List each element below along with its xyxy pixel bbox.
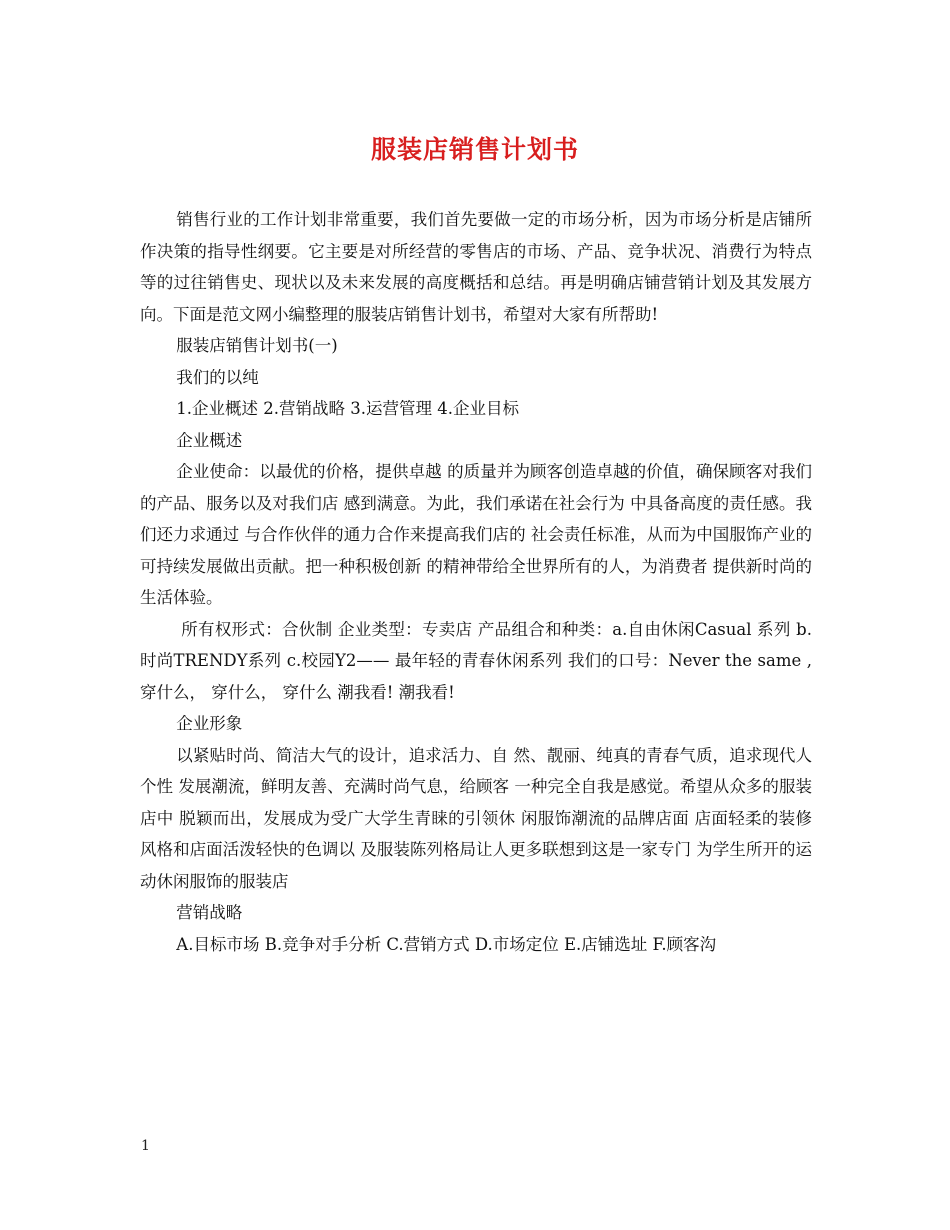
page-number: 1 xyxy=(141,1138,150,1154)
outline-list: 1.企业概述 2.营销战略 3.运营管理 4.企业目标 xyxy=(176,399,520,418)
subheading-our-brand: 我们的以纯 xyxy=(176,367,259,387)
intro-paragraph: 销售行业的工作计划非常重要，我们首先要做一定的市场分析，因为市场分析是店铺所作决策的指导性纲要。它主要是对所经营的零售店的市场、产品、竞争状况、消费行为特点等的过往销售史、现状以及未来发展的高度概括和总结。再是明确店铺营销计划及其发展方向。下面是范文网小编整理的服装店销售计划书，希望对大家有所帮助! xyxy=(140,210,812,324)
mission-paragraph: 企业使命：以最优的价格，提供卓越 的质量并为顾客创造卓越的价值，确保顾客对我们的产品、服务以及对我们店 感到满意。为此，我们承诺在社会行为 中具备高度的责任感。我们还力求通过 与合作伙伴的通力合作来提高我们店的 社会责任标准，从而为中国服饰产业的 可持续发展做出贡献。把一种积极创新 的精神带给全世界所有的人，为消费者 提供新时尚的生活体验。 xyxy=(140,462,812,607)
image-paragraph: 以紧贴时尚、简洁大气的设计，追求活力、自 然、靓丽、纯真的青春气质，追求现代人个性 发展潮流，鲜明友善、充满时尚气息，给顾客 一种完全自我是感觉。希望从众多的服装店中 脱颖而出，发展成为受广大学生青睐的引领休 闲服饰潮流的品牌店面 店面轻柔的装修风格和店面活泼轻快的色调以 及服装陈列格局让人更多联想到这是一家专门 为学生所开的运动休闲服饰的服装店 xyxy=(140,745,812,891)
section-heading-plan-one: 服装店销售计划书(一) xyxy=(176,336,338,355)
ownership-paragraph: 所有权形式：合伙制 企业类型：专卖店 产品组合和种类：a.自由休闲Casual 系列 b.时尚TRENDY系列 c.校园Y2—— 最年轻的青春休闲系列 我们的口号：Never the same ,穿什么， 穿什么， 穿什么 潮我看! 潮我看! xyxy=(140,619,812,702)
page-title: 服装店销售计划书 xyxy=(370,135,579,164)
subheading-company-overview: 企业概述 xyxy=(176,430,243,450)
strategy-list: A.目标市场 B.竞争对手分析 C.营销方式 D.市场定位 E.店铺选址 F.顾客沟 xyxy=(176,934,717,954)
document-body xyxy=(140,204,812,960)
subheading-marketing-strategy: 营销战略 xyxy=(176,903,243,922)
subheading-company-image: 企业形象 xyxy=(176,714,243,733)
